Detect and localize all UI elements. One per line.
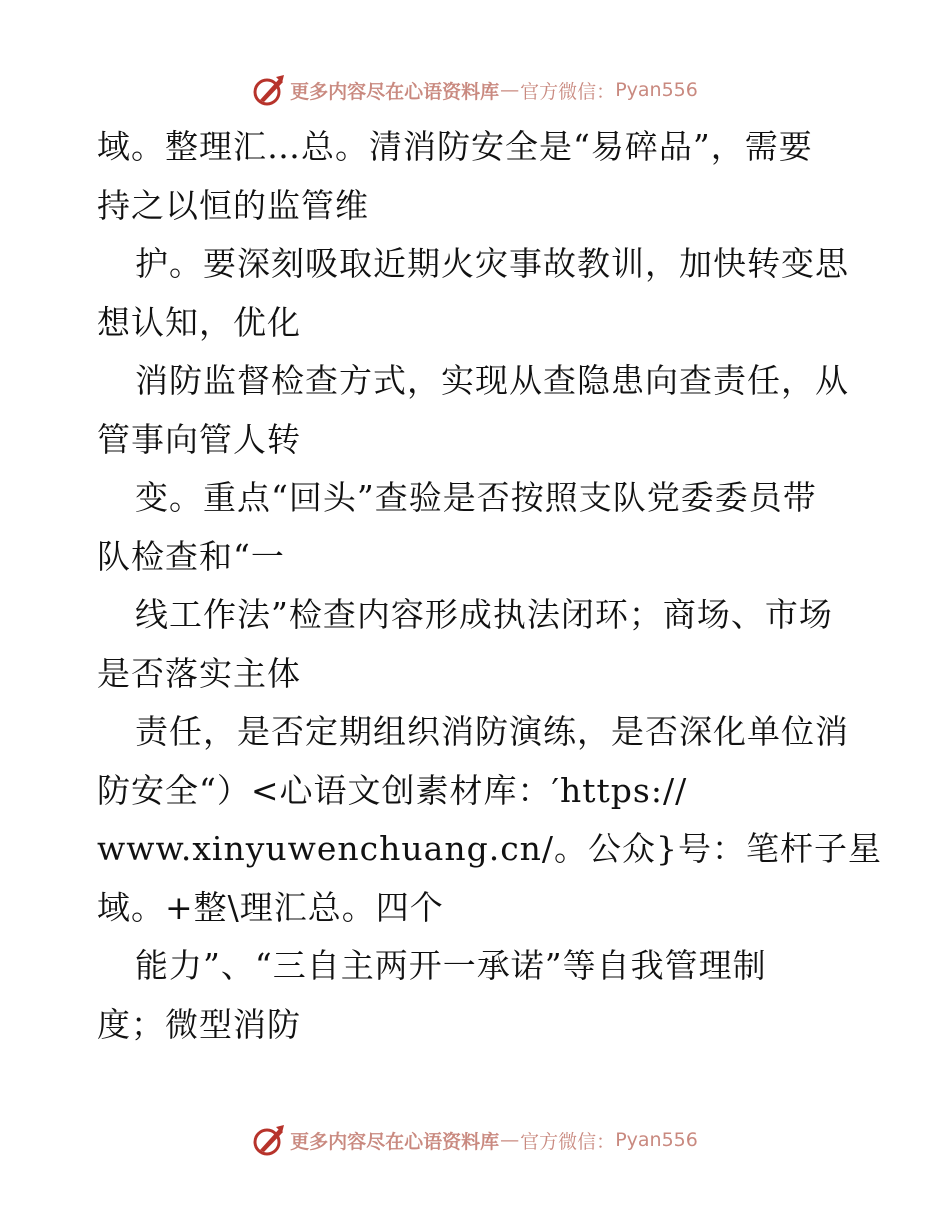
text-line: 能力”、“三自主两开一承诺”等自我管理制 [135,946,767,985]
text-line: 责任，是否定期组织消防演练，是否深化单位消 [135,712,849,751]
text-line: 线工作法”检查内容形成执法闭环；商场、市场 [135,595,833,634]
text-line: 管事向管人转 [97,419,301,459]
banner-title: 更多内容尽在心语资料库 [290,80,500,103]
banner-wechat-id: Pyan556 [615,1129,698,1151]
text-line: 护。要深刻吸取近期火灾事故教训，加快转变思 [135,244,849,283]
footer-watermark-banner [0,1120,950,1160]
quill-logo-icon [252,1123,286,1157]
text-line: 是否落实主体 [97,653,301,693]
text-line: www.xinyuwenchuang.cn/。公众}号：笔杆子星 [97,829,883,868]
text-line: 域。+整\理汇总。四个 [97,887,444,927]
banner-wechat-label: 官方微信： [520,1130,616,1153]
banner-wechat-id: Pyan556 [615,79,698,101]
quill-logo-icon [252,73,286,107]
text-line: 消防监督检查方式，实现从查隐患向查责任，从 [135,361,849,400]
banner-dash: — [500,79,520,101]
text-line: 想认知，优化 [97,302,301,342]
header-watermark-banner [0,70,950,110]
text-line: 度；微型消防 [97,1004,301,1044]
banner-wechat-label: 官方微信： [520,80,616,103]
banner-dash: — [500,1129,520,1151]
text-line: 防安全“）<心语文创素材库：′https:// [97,770,688,810]
document-body [97,118,883,1054]
text-line: 域。整理汇…总。清消防安全是“易碎品”，需要 [97,127,813,166]
text-line: 持之以恒的监管维 [97,185,369,225]
text-line: 队检查和“一 [97,536,285,576]
text-line: 变。重点“回头”查验是否按照支队党委委员带 [135,478,817,517]
banner-title: 更多内容尽在心语资料库 [290,1130,500,1153]
